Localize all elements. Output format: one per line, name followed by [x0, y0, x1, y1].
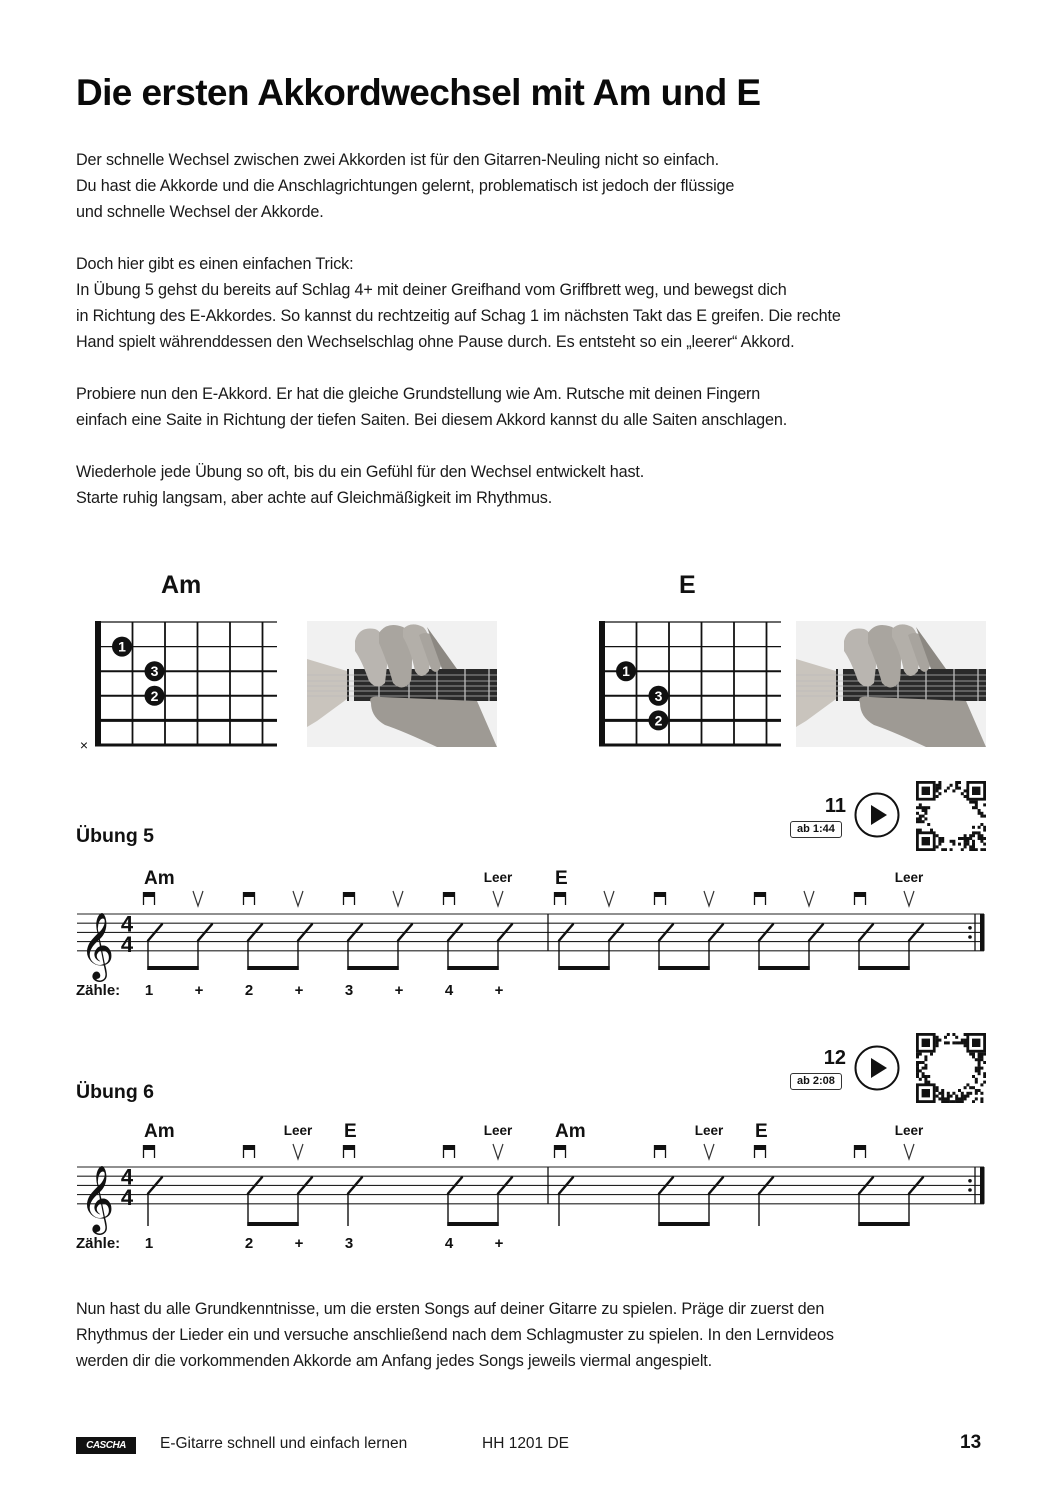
upstroke-icon — [393, 891, 403, 906]
leer-label: Leer — [894, 1123, 924, 1138]
downstroke-icon — [143, 1145, 155, 1158]
finger-number: 1 — [622, 663, 630, 680]
count-number: + — [194, 982, 204, 999]
text-line: Wiederhole jede Übung so oft, bis du ein Gefühl für den Wechsel entwickelt hast. — [76, 463, 645, 481]
finger-number: 3 — [150, 663, 159, 680]
qr-finder-center — [922, 1089, 930, 1097]
repeat-barline-thick — [980, 1167, 985, 1204]
upstroke-icon — [904, 1144, 914, 1159]
note-beam — [558, 966, 609, 970]
footer-catalog-number: HH 1201 DE — [482, 1435, 570, 1452]
chord-name-am: Am — [161, 571, 202, 599]
paragraph-trick — [76, 251, 976, 355]
leer-label: Leer — [894, 870, 924, 885]
downstroke-icon — [243, 892, 255, 905]
leer-label: Leer — [694, 1123, 724, 1138]
count-label: Zähle: — [76, 1235, 121, 1252]
upstroke-icon — [704, 1144, 714, 1159]
upstroke-icon — [293, 891, 303, 906]
count-number: 4 — [444, 1235, 454, 1252]
downstroke-icon — [143, 892, 155, 905]
qr-code-icon[interactable] — [916, 1033, 986, 1103]
note-beam — [658, 1222, 709, 1226]
footer-book-title: E-Gitarre schnell und einfach lernen — [160, 1435, 408, 1452]
chord-symbol: Am — [144, 868, 175, 889]
play-button[interactable] — [854, 792, 900, 838]
note-beam — [347, 966, 398, 970]
count-label: Zähle: — [76, 982, 121, 999]
upstroke-icon — [493, 891, 503, 906]
downstroke-icon — [443, 1145, 455, 1158]
downstroke-icon — [654, 892, 666, 905]
chord-name-e: E — [679, 571, 696, 599]
track-time-badge: ab 1:44 — [790, 821, 842, 838]
note-beam — [247, 1222, 298, 1226]
text-line: Der schnelle Wechsel zwischen zwei Akkorden ist für den Gitarren-Neuling nicht so einfach. — [76, 151, 720, 169]
downstroke-icon — [854, 1145, 866, 1158]
play-icon — [854, 792, 900, 838]
upstroke-icon — [193, 891, 203, 906]
chord-symbol: E — [555, 868, 568, 889]
downstroke-icon — [754, 1145, 766, 1158]
upstroke-icon — [904, 891, 914, 906]
downstroke-icon — [343, 892, 355, 905]
text-line: in Richtung des E-Akkordes. So kannst du rechtzeitig auf Schag 1 im nächsten Takt das E greifen. Die rechte — [76, 307, 841, 325]
finger-number: 3 — [654, 687, 663, 704]
chord-photo-e — [796, 621, 986, 747]
note-beam — [658, 966, 709, 970]
note-beam — [758, 966, 809, 970]
rhythm-notation-exercise-6 — [0, 1113, 1060, 1263]
downstroke-icon — [554, 1145, 566, 1158]
qr-code-icon[interactable] — [916, 781, 986, 851]
chord-symbol: E — [755, 1121, 768, 1142]
note-beam — [858, 966, 909, 970]
upstroke-icon — [493, 1144, 503, 1159]
count-number: 1 — [144, 982, 154, 999]
leer-label: Leer — [283, 1123, 313, 1138]
note-beam — [447, 1222, 498, 1226]
count-number: 3 — [344, 982, 354, 999]
finger-number: 1 — [118, 638, 126, 655]
count-number: 3 — [344, 1235, 354, 1252]
text-line: In Übung 5 gehst du bereits auf Schlag 4+ mit deiner Greifhand vom Griffbrett weg, und bewegst dich — [76, 281, 787, 299]
repeat-dot — [968, 935, 972, 939]
text-line: Du hast die Akkorde und die Anschlagrichtungen gelernt, problematisch ist jedoch der flüssige — [76, 177, 735, 195]
nut — [95, 621, 101, 747]
rhythm-notation-exercise-5 — [0, 860, 1060, 1010]
exercise-title-5: Übung 5 — [76, 825, 154, 847]
play-button[interactable] — [854, 1045, 900, 1091]
upstroke-icon — [804, 891, 814, 906]
count-number: + — [294, 982, 304, 999]
count-number: 2 — [244, 982, 254, 999]
chord-diagram-am — [74, 612, 284, 757]
leer-label: Leer — [483, 870, 513, 885]
page-title: Die ersten Akkordwechsel mit Am und E — [76, 72, 761, 113]
text-line: einfach eine Saite in Richtung der tiefen Saiten. Bei diesem Akkord kannst du alle Saiten anschlagen. — [76, 411, 788, 429]
text-line: Starte ruhig langsam, aber achte auf Gleichmäßigkeit im Rhythmus. — [76, 489, 553, 507]
text-line: und schnelle Wechsel der Akkorde. — [76, 203, 324, 221]
hand-on-fretboard-image — [796, 621, 986, 747]
paragraph-practice — [76, 459, 976, 511]
downstroke-icon — [754, 892, 766, 905]
time-signature-bottom: 4 — [120, 931, 134, 957]
downstroke-icon — [554, 892, 566, 905]
muted-string-icon: × — [79, 737, 89, 753]
finger-number: 2 — [150, 687, 159, 704]
track-number: 11 — [824, 795, 846, 817]
nut — [599, 621, 605, 747]
treble-clef-icon: 𝄞 — [80, 912, 115, 978]
count-number: + — [294, 1235, 304, 1252]
note-beam — [147, 966, 198, 970]
count-number: 1 — [144, 1235, 154, 1252]
downstroke-icon — [854, 892, 866, 905]
qr-finder-center — [922, 1039, 930, 1047]
finger-number: 2 — [654, 712, 663, 729]
text-line: Hand spielt währenddessen den Wechselschlag ohne Pause durch. Es entsteht so ein „leerer“ Akkord. — [76, 333, 795, 351]
time-signature-top: 4 — [120, 1164, 134, 1190]
qr-finder-center — [972, 1039, 980, 1047]
note-beam — [858, 1222, 909, 1226]
upstroke-icon — [704, 891, 714, 906]
text-line: Nun hast du alle Grundkenntnisse, um die ersten Songs auf deiner Gitarre zu spielen. Präge dir zuerst den — [76, 1300, 825, 1318]
repeat-dot — [968, 1188, 972, 1192]
text-line: Rhythmus der Lieder ein und versuche anschließend nach dem Schlagmuster zu spielen. In den Lernvideos — [76, 1326, 834, 1344]
note-beam — [247, 966, 298, 970]
leer-label: Leer — [483, 1123, 513, 1138]
qr-finder-center — [922, 837, 930, 845]
chord-photo-am — [307, 621, 497, 747]
chord-symbol: Am — [555, 1121, 586, 1142]
count-number: 2 — [244, 1235, 254, 1252]
chord-symbol: E — [344, 1121, 357, 1142]
repeat-dot — [968, 1179, 972, 1183]
text-line: werden dir die vorkommenden Akkorde am Anfang jedes Songs jeweils viermal angespielt. — [76, 1352, 712, 1370]
chord-symbol: Am — [144, 1121, 175, 1142]
count-number: + — [494, 982, 504, 999]
chord-diagram-e — [578, 612, 788, 757]
text-line: Probiere nun den E-Akkord. Er hat die gleiche Grundstellung wie Am. Rutsche mit deinen Fingern — [76, 385, 761, 403]
repeat-dot — [968, 926, 972, 930]
repeat-barline-thick — [980, 914, 985, 951]
page-number: 13 — [960, 1432, 982, 1453]
time-signature-bottom: 4 — [120, 1184, 134, 1210]
treble-clef-icon: 𝄞 — [80, 1165, 115, 1231]
track-number: 12 — [823, 1047, 846, 1069]
hand-on-fretboard-image — [307, 621, 497, 747]
text-line: Doch hier gibt es einen einfachen Trick: — [76, 255, 354, 273]
downstroke-icon — [654, 1145, 666, 1158]
play-icon — [854, 1045, 900, 1091]
downstroke-icon — [443, 892, 455, 905]
publisher-logo: CASCHA — [76, 1437, 136, 1454]
track-time-badge: ab 2:08 — [790, 1073, 842, 1090]
paragraph-closing — [76, 1296, 976, 1374]
downstroke-icon — [243, 1145, 255, 1158]
paragraph-intro — [76, 147, 976, 225]
qr-finder-center — [922, 787, 930, 795]
time-signature-top: 4 — [120, 911, 134, 937]
paragraph-e-chord — [76, 381, 976, 433]
upstroke-icon — [293, 1144, 303, 1159]
exercise-title-6: Übung 6 — [76, 1081, 154, 1103]
count-number: 4 — [444, 982, 454, 999]
note-beam — [447, 966, 498, 970]
qr-finder-center — [972, 787, 980, 795]
count-number: + — [494, 1235, 504, 1252]
count-number: + — [394, 982, 404, 999]
downstroke-icon — [343, 1145, 355, 1158]
upstroke-icon — [604, 891, 614, 906]
